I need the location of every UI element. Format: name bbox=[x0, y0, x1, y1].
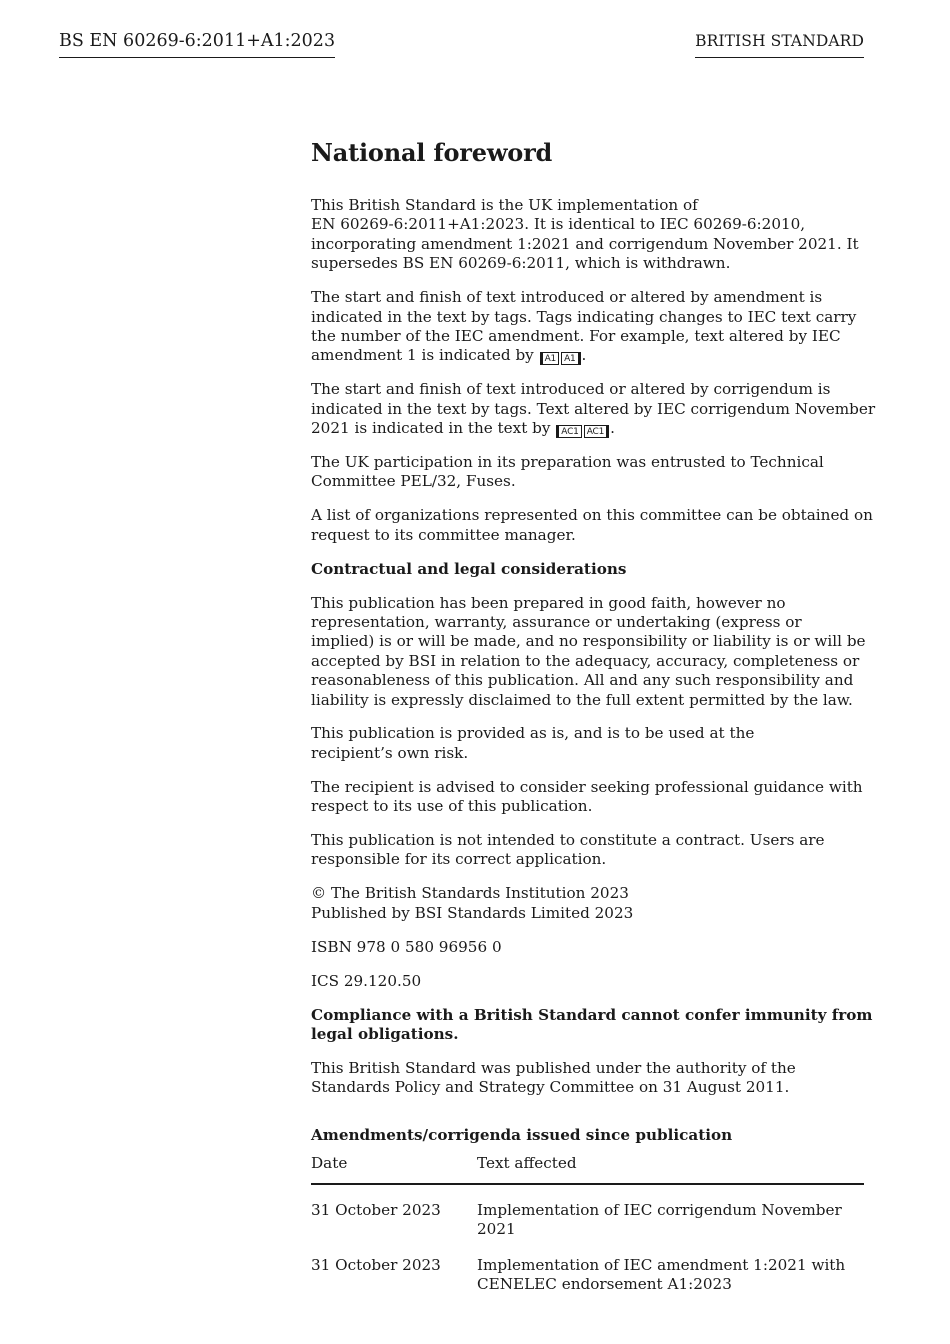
authority-paragraph: This British Standard was published under the authority of the Standards Policy and Strategy Committee on 31 August 2011. bbox=[311, 1058, 796, 1097]
header-document-id: BS EN 60269-6:2011+A1:2023 bbox=[59, 30, 335, 58]
amendment-end-tag-icon: A1 bbox=[561, 352, 580, 365]
amendment-tags-paragraph: The start and finish of text introduced or altered by amendment is indicated in the text by tags. Tags indicating changes to IEC text carry the number of the IEC amendment. For example, text altered by IEC amendment 1 is indicated by A1 A1 . bbox=[311, 288, 857, 365]
text-affected-column-header: Text affected bbox=[477, 1154, 864, 1184]
amendments-heading: Amendments/corrigenda issued since publication bbox=[311, 1125, 733, 1144]
header-document-type: BRITISH STANDARD bbox=[695, 31, 864, 58]
ics-code: ICS 29.120.50 bbox=[311, 971, 422, 990]
as-is-paragraph: This publication is provided as is, and is to be used at the recipient’s own risk. bbox=[311, 724, 755, 762]
implementation-paragraph: This British Standard is the UK implementation of EN 60269-6:2011+A1:2023. It is identical to IEC 60269-6:2010, incorporating amendment 1:2021 and corrigendum November 2021. It supersedes BS EN 60269-6:2011, which is withdrawn. bbox=[311, 196, 859, 273]
table-row bbox=[311, 1239, 864, 1294]
legal-heading: Contractual and legal considerations bbox=[311, 559, 627, 578]
corrigendum-end-tag-icon: AC1 bbox=[584, 425, 609, 438]
organizations-paragraph: A list of organizations represented on this committee can be obtained on request to its committee manager. bbox=[311, 506, 873, 544]
contract-paragraph: This publication is not intended to constitute a contract. Users are responsible for its correct application. bbox=[311, 831, 825, 869]
copyright-notice: © The British Standards Institution 2023 Published by BSI Standards Limited 2023 bbox=[311, 884, 634, 922]
guidance-paragraph: The recipient is advised to consider seeking professional guidance with respect to its use of this publication. bbox=[311, 777, 863, 816]
amendment-text: Implementation of IEC corrigendum November 2021 bbox=[477, 1200, 842, 1238]
amendment-date: 31 October 2023 bbox=[311, 1200, 441, 1219]
isbn: ISBN 978 0 580 96956 0 bbox=[311, 937, 502, 956]
corrigendum-tags-paragraph: The start and finish of text introduced or altered by corrigendum is indicated in the text by tags. Text altered by IEC corrigendum November 2021 is indicated in the text by AC1 AC1 . bbox=[311, 380, 876, 438]
committee-paragraph: The UK participation in its preparation was entrusted to Technical Committee PEL/32, Fuses. bbox=[311, 452, 824, 491]
date-column-header: Date bbox=[311, 1154, 477, 1184]
amendments-table bbox=[311, 1154, 864, 1294]
good-faith-paragraph: This publication has been prepared in good faith, however no representation, warranty, assurance or undertaking (express or implied) is or will be made, and no responsibility or liability is or will be accepted by BSI in relation to the adequacy, accuracy, completeness or reasonableness of this publication. All and any such responsibility and liability is expressly disclaimed to the full extent permitted by the law. bbox=[311, 593, 866, 709]
corrigendum-start-tag-icon: AC1 bbox=[556, 425, 581, 438]
compliance-notice: Compliance with a British Standard cannot confer immunity from legal obligations. bbox=[311, 1005, 873, 1043]
amendment-start-tag-icon: A1 bbox=[540, 352, 559, 365]
amendment-text: Implementation of IEC amendment 1:2021 with CENELEC endorsement A1:2023 bbox=[477, 1255, 846, 1293]
table-row bbox=[311, 1184, 864, 1239]
national-foreword-section bbox=[311, 138, 876, 1294]
amendment-date: 31 October 2023 bbox=[311, 1255, 441, 1274]
page-title: National foreword bbox=[311, 138, 553, 167]
table-header-row bbox=[311, 1154, 864, 1184]
